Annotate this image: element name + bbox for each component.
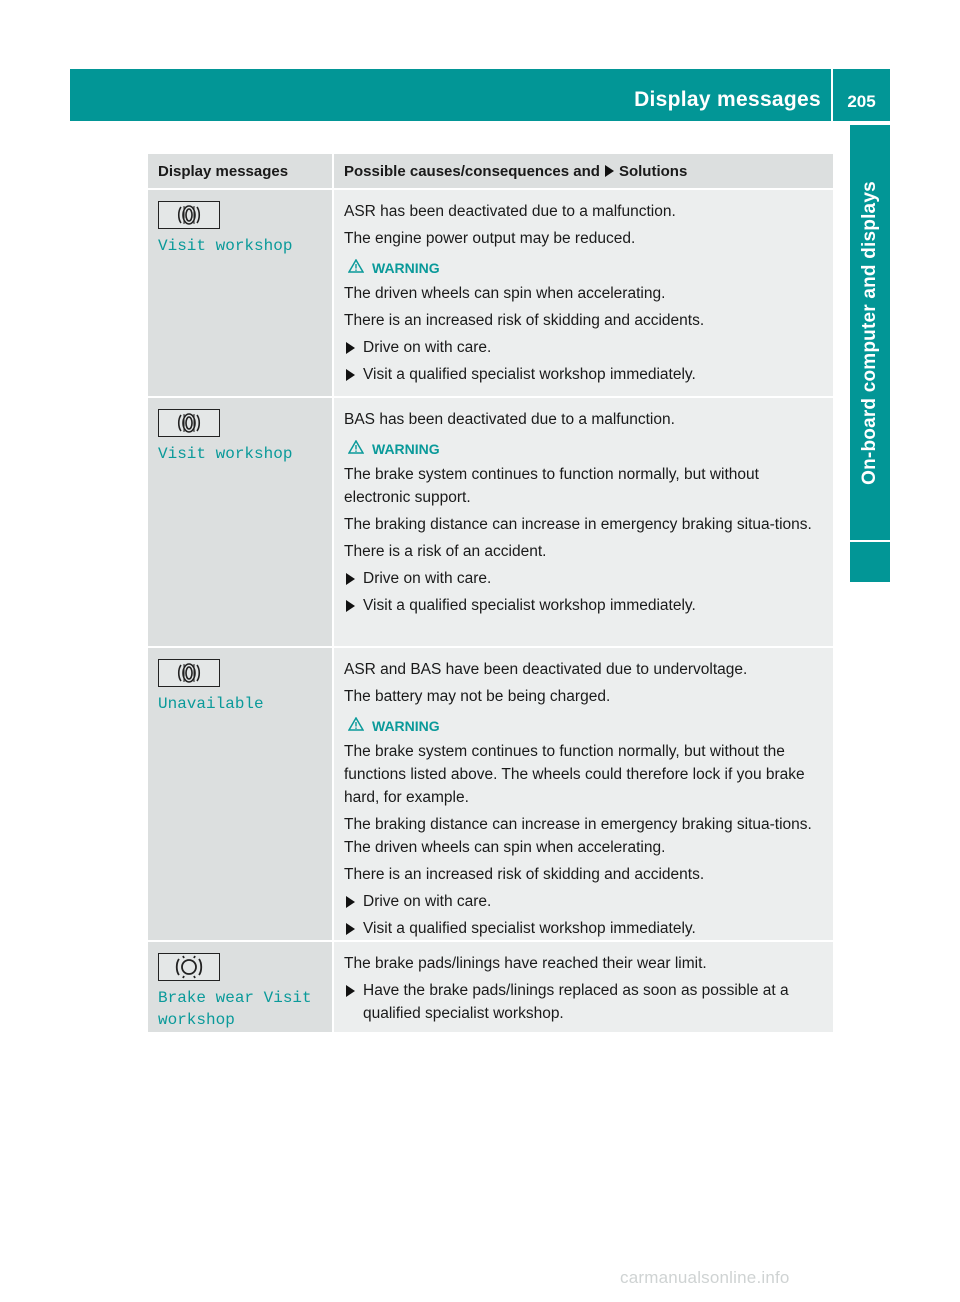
- solution-step: [344, 336, 826, 359]
- display-messages-table: [148, 154, 833, 1034]
- table-row: [148, 190, 833, 398]
- arrow-icon: [346, 342, 355, 354]
- arrow-icon: [346, 369, 355, 381]
- asr-esp-icon: [158, 659, 220, 687]
- watermark: carmanualsonline.info: [620, 1268, 790, 1287]
- warning-detail-text: The driven wheels can spin when accelerating.: [344, 285, 666, 302]
- arrow-icon: [605, 165, 614, 177]
- solution-step-text: Visit a qualified specialist workshop immediately.: [363, 920, 696, 937]
- asr-esp-icon: [158, 409, 220, 437]
- warning-detail-text: The braking distance can increase in emergency braking situa-tions.: [344, 516, 812, 533]
- warning-icon: [348, 717, 372, 734]
- cause-text: The engine power output may be reduced.: [344, 230, 636, 247]
- section-side-tab[interactable]: [850, 125, 890, 540]
- solution-step-text: Visit a qualified specialist workshop immediately.: [363, 597, 696, 614]
- solution-step: [344, 594, 826, 617]
- warning-text: WARNING: [372, 717, 440, 734]
- solution-step: [344, 363, 826, 386]
- causes-solutions-cell: [334, 190, 833, 396]
- solution-step: [344, 917, 826, 940]
- arrow-icon: [346, 573, 355, 585]
- asr-esp-icon: [158, 201, 220, 229]
- display-message-text: Unavailable: [158, 695, 264, 713]
- solution-step-text: Visit a qualified specialist workshop immediately.: [363, 366, 696, 383]
- table-row: [148, 942, 833, 1034]
- causes-solutions-cell: [334, 942, 833, 1032]
- col-header-display-messages: Display messages: [148, 154, 334, 188]
- page-header: [70, 69, 890, 121]
- col-header-solutions-label: Solutions: [618, 162, 688, 180]
- warning-icon: [348, 440, 372, 457]
- causes-solutions-cell: [334, 398, 833, 646]
- cause-text: BAS has been deactivated due to a malfunction.: [344, 411, 675, 428]
- cause-text: The battery may not be being charged.: [344, 688, 611, 705]
- arrow-icon: [346, 896, 355, 908]
- display-message-cell: [148, 648, 334, 940]
- page-number: 205: [847, 92, 876, 111]
- cause-text: The brake pads/linings have reached their wear limit.: [344, 955, 707, 972]
- solution-step-text: Drive on with care.: [363, 893, 492, 910]
- arrow-icon: [346, 923, 355, 935]
- table-header-row: [148, 154, 833, 190]
- warning-detail-text: There is an increased risk of skidding and accidents.: [344, 866, 705, 883]
- warning-detail-text: There is a risk of an accident.: [344, 543, 547, 560]
- warning-label: [348, 440, 826, 457]
- brake-wear-icon: [158, 953, 220, 981]
- warning-detail-text: The braking distance can increase in emergency braking situa-tions. The driven wheels can spin when accelerating.: [344, 816, 812, 856]
- warning-detail-text: The brake system continues to function normally, but without the functions listed above. The wheels could therefore lock if you brake hard, for example.: [344, 743, 805, 806]
- warning-detail-text: The brake system continues to function normally, but without electronic support.: [344, 466, 759, 506]
- cause-text: ASR and BAS have been deactivated due to undervoltage.: [344, 661, 748, 678]
- warning-detail-text: There is an increased risk of skidding and accidents.: [344, 312, 705, 329]
- display-message-cell: [148, 190, 334, 396]
- arrow-icon: [346, 985, 355, 997]
- causes-solutions-cell: [334, 648, 833, 940]
- display-message-text: Visit workshop: [158, 445, 293, 463]
- solution-step-text: Drive on with care.: [363, 570, 492, 587]
- solution-step-text: Drive on with care.: [363, 339, 492, 356]
- solution-step-text: Have the brake pads/linings replaced as soon as possible at a qualified specialist workshop.: [363, 982, 789, 1022]
- col-header-causes-label: Possible causes/consequences and: [344, 162, 600, 180]
- col-header-solutions: [334, 154, 833, 188]
- table-row: [148, 398, 833, 648]
- side-tab-label: On-board computer and displays: [859, 180, 880, 485]
- solution-step: [344, 979, 826, 1025]
- side-tab-marker: [850, 542, 890, 582]
- display-message-text: Visit workshop: [158, 237, 293, 255]
- warning-text: WARNING: [372, 440, 440, 457]
- header-title: Display messages: [634, 88, 821, 111]
- table-row: [148, 648, 833, 942]
- warning-text: WARNING: [372, 259, 440, 276]
- display-message-text: Brake wear Visit workshop: [158, 989, 312, 1029]
- arrow-icon: [346, 600, 355, 612]
- solution-step: [344, 567, 826, 590]
- warning-label: [348, 717, 826, 734]
- display-message-cell: [148, 398, 334, 646]
- warning-label: [348, 259, 826, 276]
- display-message-cell: [148, 942, 334, 1032]
- solution-step: [344, 890, 826, 913]
- cause-text: ASR has been deactivated due to a malfunction.: [344, 203, 676, 220]
- warning-icon: [348, 259, 372, 276]
